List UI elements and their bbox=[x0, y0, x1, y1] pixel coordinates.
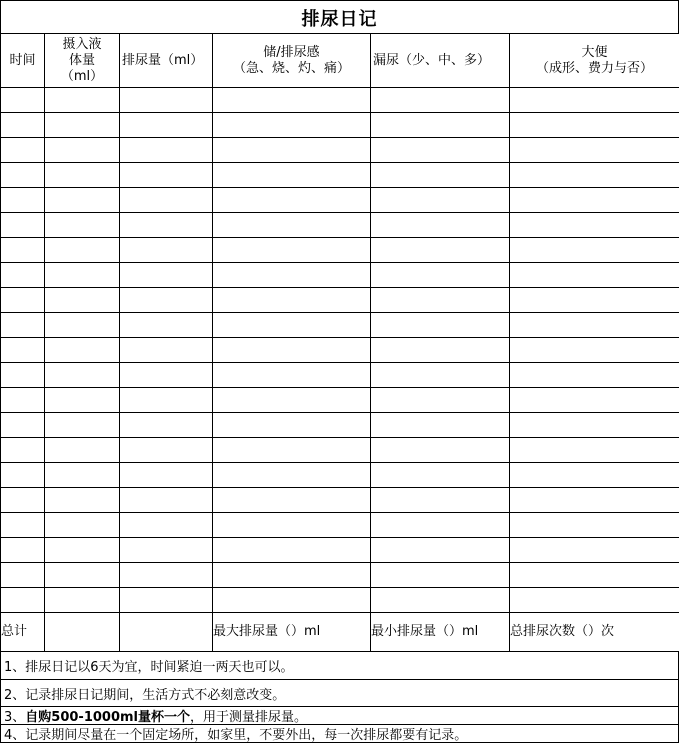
entry-cell[interactable] bbox=[1, 513, 45, 538]
entry-cell[interactable] bbox=[1, 238, 45, 263]
entry-cell[interactable] bbox=[45, 538, 120, 563]
entry-cell[interactable] bbox=[45, 163, 120, 188]
entry-cell[interactable] bbox=[120, 188, 213, 213]
entry-cell[interactable] bbox=[120, 88, 213, 113]
header-intake: 摄入液 体量 （ml） bbox=[45, 34, 120, 88]
header-sensation: 储/排尿感 （急、烧、灼、痛） bbox=[213, 34, 371, 88]
entry-cell[interactable] bbox=[1, 388, 45, 413]
header-time: 时间 bbox=[1, 34, 45, 88]
entry-cell[interactable] bbox=[1, 363, 45, 388]
entry-cell[interactable] bbox=[213, 288, 371, 313]
entry-cell[interactable] bbox=[510, 463, 679, 488]
entry-cell[interactable] bbox=[1, 313, 45, 338]
entry-cell[interactable] bbox=[213, 363, 371, 388]
entry-cell[interactable] bbox=[371, 113, 510, 138]
entry-cell[interactable] bbox=[213, 463, 371, 488]
entry-cell[interactable] bbox=[1, 588, 45, 613]
entry-cell[interactable] bbox=[120, 438, 213, 463]
entry-cell[interactable] bbox=[213, 188, 371, 213]
totals-cell[interactable] bbox=[45, 613, 120, 652]
entry-cell[interactable] bbox=[213, 338, 371, 363]
entry-cell[interactable] bbox=[510, 388, 679, 413]
entry-cell[interactable] bbox=[213, 488, 371, 513]
table-row bbox=[1, 213, 679, 238]
entry-cell[interactable] bbox=[1, 188, 45, 213]
table-row bbox=[1, 388, 679, 413]
entry-cell[interactable] bbox=[371, 188, 510, 213]
entry-cell[interactable] bbox=[1, 88, 45, 113]
totals-cell[interactable] bbox=[120, 613, 213, 652]
entry-cell[interactable] bbox=[45, 213, 120, 238]
entry-cell[interactable] bbox=[45, 238, 120, 263]
entry-cell[interactable] bbox=[45, 463, 120, 488]
entry-cell[interactable] bbox=[510, 88, 679, 113]
entry-cell[interactable] bbox=[120, 113, 213, 138]
instructions bbox=[0, 651, 679, 743]
entry-cell[interactable] bbox=[213, 238, 371, 263]
entry-cell[interactable] bbox=[120, 538, 213, 563]
entry-cell[interactable] bbox=[510, 588, 679, 613]
entry-cell[interactable] bbox=[371, 363, 510, 388]
entry-cell[interactable] bbox=[45, 288, 120, 313]
entry-cell[interactable] bbox=[213, 213, 371, 238]
entry-cell[interactable] bbox=[213, 388, 371, 413]
entry-cell[interactable] bbox=[371, 488, 510, 513]
entry-cell[interactable] bbox=[510, 488, 679, 513]
table-row bbox=[1, 488, 679, 513]
entry-cell[interactable] bbox=[45, 113, 120, 138]
table-row bbox=[1, 338, 679, 363]
entry-cell[interactable] bbox=[371, 563, 510, 588]
entry-cell[interactable] bbox=[120, 313, 213, 338]
totals-row bbox=[1, 613, 679, 652]
entry-cell[interactable] bbox=[120, 288, 213, 313]
entry-cell[interactable] bbox=[213, 88, 371, 113]
note-2: 2、记录排尿日记期间，生活方式不必刻意改变。 bbox=[1, 680, 678, 707]
entry-cell[interactable] bbox=[1, 488, 45, 513]
entry-cell[interactable] bbox=[510, 338, 679, 363]
entry-cell[interactable] bbox=[120, 238, 213, 263]
table-row bbox=[1, 363, 679, 388]
entry-cell[interactable] bbox=[213, 438, 371, 463]
entry-cell[interactable] bbox=[213, 138, 371, 163]
entry-cell[interactable] bbox=[371, 438, 510, 463]
entry-cell[interactable] bbox=[120, 363, 213, 388]
table-row bbox=[1, 538, 679, 563]
entry-cell[interactable] bbox=[1, 413, 45, 438]
entry-cell[interactable] bbox=[510, 438, 679, 463]
entry-cell[interactable] bbox=[510, 113, 679, 138]
max-volume-cell[interactable]: 最大排尿量（）ml bbox=[213, 613, 371, 652]
entry-cell[interactable] bbox=[371, 513, 510, 538]
entry-cell[interactable] bbox=[120, 488, 213, 513]
entry-cell[interactable] bbox=[371, 463, 510, 488]
entry-cell[interactable] bbox=[1, 563, 45, 588]
entry-cell[interactable] bbox=[510, 313, 679, 338]
entry-cell[interactable] bbox=[1, 338, 45, 363]
entry-cell[interactable] bbox=[510, 363, 679, 388]
entry-cell[interactable] bbox=[120, 463, 213, 488]
entry-cell[interactable] bbox=[120, 413, 213, 438]
entry-cell[interactable] bbox=[45, 263, 120, 288]
entry-cell[interactable] bbox=[371, 238, 510, 263]
entry-cell[interactable] bbox=[45, 138, 120, 163]
entry-cell[interactable] bbox=[45, 313, 120, 338]
header-leak: 漏尿（少、中、多） bbox=[371, 34, 510, 88]
entry-cell[interactable] bbox=[371, 88, 510, 113]
entry-cell[interactable] bbox=[120, 513, 213, 538]
entry-cell[interactable] bbox=[45, 388, 120, 413]
header-row bbox=[1, 34, 679, 88]
note-1: 1、排尿日记以6天为宜，时间紧迫一两天也可以。 bbox=[1, 651, 678, 680]
entry-cell[interactable] bbox=[120, 563, 213, 588]
diary-table bbox=[0, 33, 679, 652]
totals-label: 总计 bbox=[1, 613, 45, 652]
entry-cell[interactable] bbox=[371, 263, 510, 288]
entry-cell[interactable] bbox=[213, 313, 371, 338]
entry-cell[interactable] bbox=[371, 538, 510, 563]
entry-cell[interactable] bbox=[1, 263, 45, 288]
entry-cell[interactable] bbox=[1, 438, 45, 463]
entry-cell[interactable] bbox=[120, 338, 213, 363]
note-4: 4、记录期间尽量在一个固定场所，如家里，不要外出，每一次排尿都要有记录。 bbox=[1, 725, 678, 743]
table-row bbox=[1, 163, 679, 188]
entry-cell[interactable] bbox=[371, 338, 510, 363]
table-row bbox=[1, 463, 679, 488]
entry-cell[interactable] bbox=[1, 538, 45, 563]
entry-cell[interactable] bbox=[510, 288, 679, 313]
void-count-cell[interactable]: 总排尿次数（）次 bbox=[510, 613, 679, 652]
entry-cell[interactable] bbox=[120, 388, 213, 413]
header-stool: 大便 （成形、费力与否） bbox=[510, 34, 679, 88]
entry-cell[interactable] bbox=[45, 88, 120, 113]
entry-cell[interactable] bbox=[45, 588, 120, 613]
entry-cell[interactable] bbox=[213, 563, 371, 588]
diary-entry-rows bbox=[1, 88, 679, 613]
table-row bbox=[1, 588, 679, 613]
table-row bbox=[1, 313, 679, 338]
entry-cell[interactable] bbox=[45, 338, 120, 363]
entry-cell[interactable] bbox=[371, 213, 510, 238]
table-row bbox=[1, 288, 679, 313]
entry-cell[interactable] bbox=[213, 163, 371, 188]
entry-cell[interactable] bbox=[371, 313, 510, 338]
table-row bbox=[1, 113, 679, 138]
entry-cell[interactable] bbox=[371, 163, 510, 188]
table-row bbox=[1, 513, 679, 538]
entry-cell[interactable] bbox=[213, 113, 371, 138]
table-row bbox=[1, 413, 679, 438]
entry-cell[interactable] bbox=[45, 413, 120, 438]
entry-cell[interactable] bbox=[213, 263, 371, 288]
entry-cell[interactable] bbox=[510, 188, 679, 213]
entry-cell[interactable] bbox=[213, 413, 371, 438]
entry-cell[interactable] bbox=[371, 288, 510, 313]
entry-cell[interactable] bbox=[45, 488, 120, 513]
entry-cell[interactable] bbox=[45, 513, 120, 538]
entry-cell[interactable] bbox=[120, 588, 213, 613]
entry-cell[interactable] bbox=[510, 538, 679, 563]
entry-cell[interactable] bbox=[510, 213, 679, 238]
entry-cell[interactable] bbox=[371, 588, 510, 613]
table-row bbox=[1, 188, 679, 213]
entry-cell[interactable] bbox=[120, 163, 213, 188]
entry-cell[interactable] bbox=[510, 563, 679, 588]
table-row bbox=[1, 263, 679, 288]
table-row bbox=[1, 563, 679, 588]
entry-cell[interactable] bbox=[45, 363, 120, 388]
entry-cell[interactable] bbox=[45, 188, 120, 213]
entry-cell[interactable] bbox=[213, 588, 371, 613]
entry-cell[interactable] bbox=[120, 213, 213, 238]
entry-cell[interactable] bbox=[213, 538, 371, 563]
entry-cell[interactable] bbox=[1, 463, 45, 488]
entry-cell[interactable] bbox=[1, 213, 45, 238]
min-volume-cell[interactable]: 最小排尿量（）ml bbox=[371, 613, 510, 652]
entry-cell[interactable] bbox=[1, 288, 45, 313]
entry-cell[interactable] bbox=[1, 138, 45, 163]
entry-cell[interactable] bbox=[510, 263, 679, 288]
sheet-title: 排尿日记 bbox=[0, 0, 679, 34]
entry-cell[interactable] bbox=[510, 513, 679, 538]
entry-cell[interactable] bbox=[371, 413, 510, 438]
table-row bbox=[1, 238, 679, 263]
entry-cell[interactable] bbox=[45, 563, 120, 588]
entry-cell[interactable] bbox=[510, 163, 679, 188]
entry-cell[interactable] bbox=[45, 438, 120, 463]
entry-cell[interactable] bbox=[510, 138, 679, 163]
table-row bbox=[1, 138, 679, 163]
entry-cell[interactable] bbox=[510, 413, 679, 438]
entry-cell[interactable] bbox=[1, 163, 45, 188]
table-row bbox=[1, 88, 679, 113]
entry-cell[interactable] bbox=[371, 138, 510, 163]
table-row bbox=[1, 438, 679, 463]
header-output: 排尿量（ml） bbox=[120, 34, 213, 88]
note-3: 3、 自购500-1000ml量杯一个 ，用于测量排尿量。 bbox=[1, 707, 678, 725]
entry-cell[interactable] bbox=[213, 513, 371, 538]
entry-cell[interactable] bbox=[1, 113, 45, 138]
entry-cell[interactable] bbox=[510, 238, 679, 263]
entry-cell[interactable] bbox=[371, 388, 510, 413]
entry-cell[interactable] bbox=[120, 263, 213, 288]
entry-cell[interactable] bbox=[120, 138, 213, 163]
